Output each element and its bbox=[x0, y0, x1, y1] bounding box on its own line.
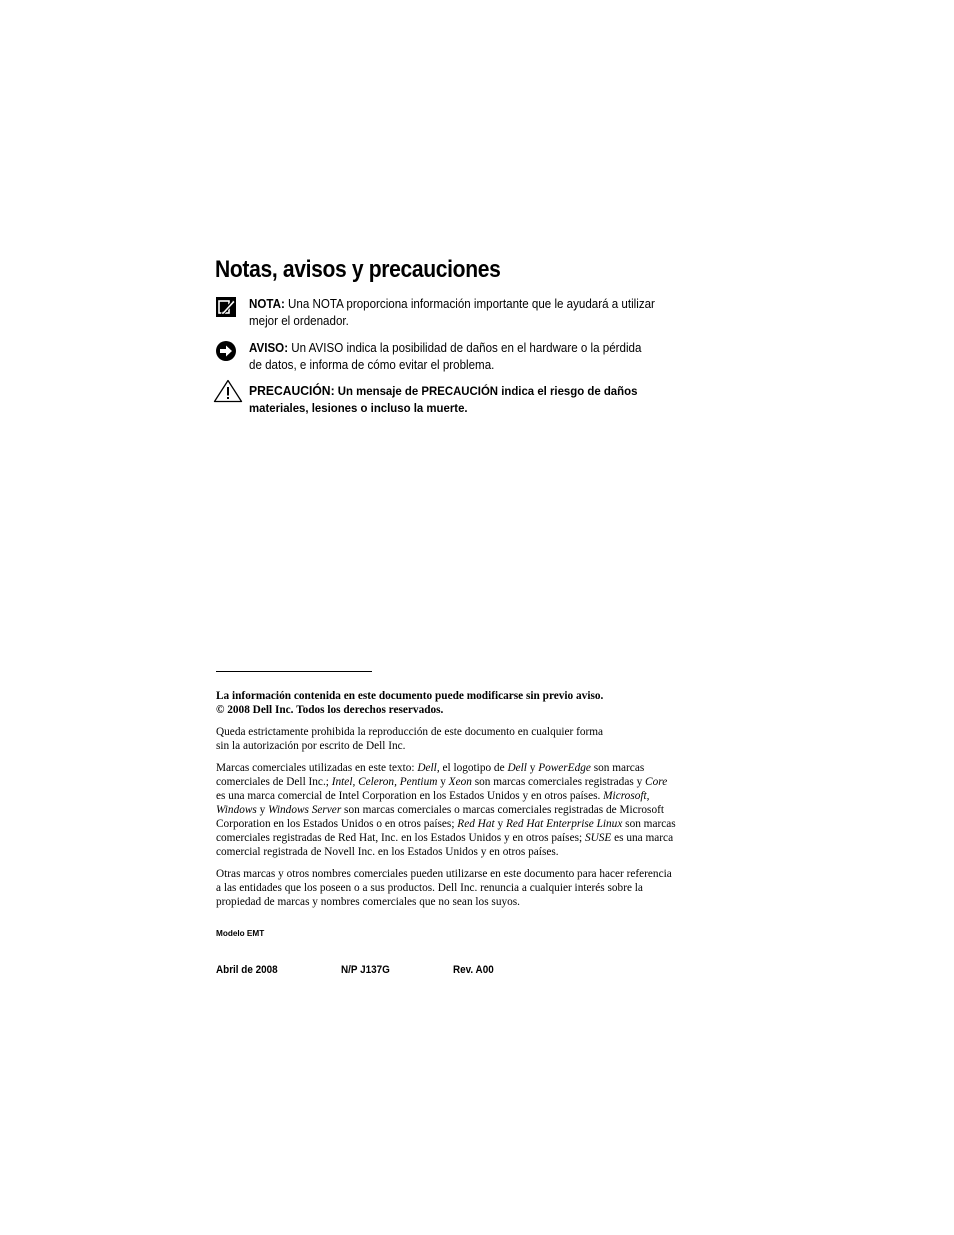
caution-text-line2: materiales, lesiones o incluso la muerte. bbox=[249, 401, 468, 415]
notice-text-line1: Un AVISO indica la posibilidad de daños en el hardware o la pérdida bbox=[291, 341, 642, 355]
reproduction-line2: sin la autorización por escrito de Dell Inc. bbox=[216, 740, 406, 752]
trademarks-line3: es una marca comercial de Intel Corporation en los Estados Unidos y en otros países. Microsoft, bbox=[216, 790, 650, 802]
trademarks-line6: comerciales registradas de Red Hat, Inc. en los Estados Unidos y en otros países; SUSE es una marca bbox=[216, 832, 674, 844]
note-block bbox=[215, 296, 715, 330]
legal-notice bbox=[216, 689, 716, 717]
other-trademarks-line3: propiedad de marcas y nombres comerciales que no sean los suyos. bbox=[216, 896, 520, 908]
note-label: NOTA: bbox=[249, 297, 285, 311]
note-text-line2: mejor el ordenador. bbox=[249, 314, 349, 328]
trademarks-line2: comerciales de Dell Inc.; Intel, Celeron, Pentium y Xeon son marcas comerciales registradas y Core bbox=[216, 776, 668, 788]
trademarks-paragraph bbox=[216, 761, 726, 859]
caution-triangle-icon bbox=[213, 379, 243, 408]
reproduction-paragraph bbox=[216, 725, 716, 753]
caution-label: PRECAUCIÓN: bbox=[249, 383, 335, 398]
part-number: N/P J137G bbox=[341, 964, 390, 976]
other-trademarks-line1: Otras marcas y otros nombres comerciales pueden utilizarse en este documento para hacer referencia bbox=[216, 868, 672, 880]
caution-text-line1: Un mensaje de PRECAUCIÓN indica el riesgo de daños bbox=[337, 384, 638, 398]
caution-block bbox=[215, 382, 715, 417]
other-trademarks-paragraph bbox=[216, 867, 726, 909]
model-number: Modelo EMT bbox=[216, 929, 265, 938]
note-pencil-icon bbox=[215, 296, 237, 323]
publication-date: Abril de 2008 bbox=[216, 964, 278, 976]
trademarks-line4: Windows y Windows Server son marcas comerciales o marcas comerciales registradas de Microsoft bbox=[216, 804, 665, 816]
footnote-divider bbox=[216, 671, 372, 672]
other-trademarks-line2: a las entidades que los poseen o a sus productos. Dell Inc. renuncia a cualquier interés sobre la bbox=[216, 882, 643, 894]
revision: Rev. A00 bbox=[453, 964, 494, 976]
reproduction-line1: Queda estrictamente prohibida la reproducción de este documento en cualquier forma bbox=[216, 726, 604, 738]
notice-text-line2: de datos, e informa de cómo evitar el problema. bbox=[249, 358, 495, 372]
trademarks-line5: Corporation en los Estados Unidos o en otros países; Red Hat y Red Hat Enterprise Linux son marcas bbox=[216, 818, 676, 830]
legal-notice-line1: La información contenida en este documento puede modificarse sin previo aviso. bbox=[216, 690, 604, 702]
note-text-line1: Una NOTA proporciona información importante que le ayudará a utilizar bbox=[288, 297, 655, 311]
notice-label: AVISO: bbox=[249, 341, 289, 355]
trademarks-line7: comercial registrada de Novell Inc. en los Estados Unidos y en otros países. bbox=[216, 846, 559, 858]
notice-block bbox=[215, 340, 715, 374]
notice-arrow-icon bbox=[215, 340, 237, 367]
trademarks-line1: Marcas comerciales utilizadas en este texto: Dell, el logotipo de Dell y PowerEdge son marcas bbox=[216, 762, 645, 774]
page-title: Notas, avisos y precauciones bbox=[215, 256, 501, 283]
copyright-line: © 2008 Dell Inc. Todos los derechos reservados. bbox=[216, 704, 444, 716]
